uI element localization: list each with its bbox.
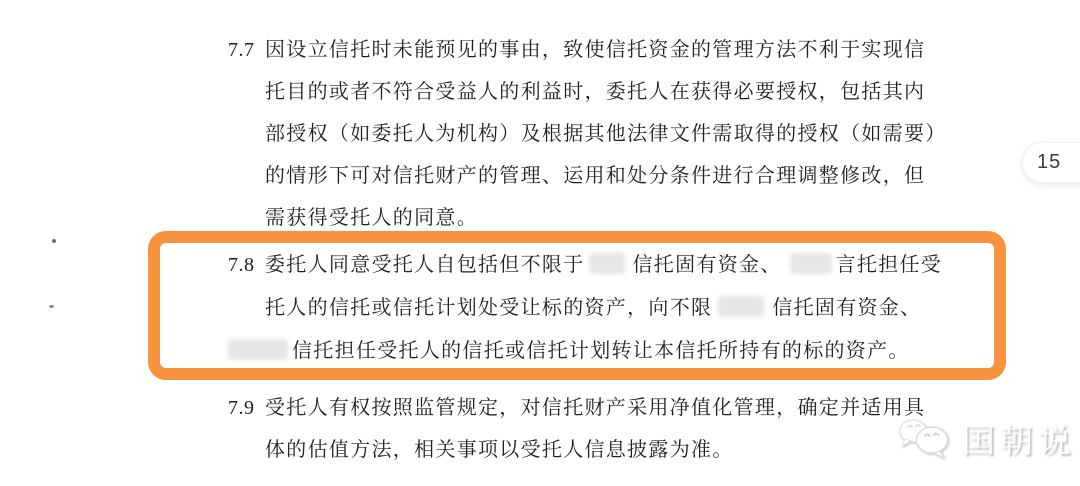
clause-7.8: [228, 252, 942, 381]
clause-line: [265, 205, 947, 247]
redaction-blur: [228, 339, 288, 360]
clause-7.7: [228, 37, 947, 247]
watermark: [896, 413, 1076, 463]
ink-speck: [52, 239, 56, 243]
ink-speck: [49, 305, 54, 308]
wechat-logo-icon: [896, 413, 956, 463]
clause-line: [265, 338, 942, 381]
clause-text: 部授权（如委托人为机构）及根据其他法律文件需取得的授权（如需要）: [265, 123, 947, 145]
watermark-text: 国朝说: [962, 421, 1076, 459]
clause-line: [265, 395, 925, 437]
clause-text: 信托固有资金、: [772, 297, 922, 319]
redaction-blur: [589, 253, 625, 274]
clause-text: 言托担任受: [835, 254, 943, 276]
clause-text: 信托担任受托人的信托或信托计划转让本信托所持有的标的资产。: [292, 340, 910, 362]
clause-text: 委托人同意受托人自包括但不限于: [265, 254, 585, 276]
clause-7.9: [228, 395, 925, 479]
clause-text: 因设立信托时未能预见的事由，致使信托资金的管理方法不利于实现信: [265, 39, 926, 61]
page-number: 15: [1037, 151, 1062, 173]
clause-number: 7.8: [228, 254, 255, 276]
clause-text: 体的估值方法，相关事项以受托人信息披露为准。: [265, 439, 734, 461]
clause-text: 托目的或者不符合受益人的利益时，委托人在获得必要授权，包括其内: [265, 81, 926, 103]
clause-number: 7.7: [228, 39, 255, 61]
clause-text: 受托人有权按照监管规定，对信托财产采用净值化管理，确定并适用具: [265, 397, 926, 419]
clause-line: [265, 121, 947, 163]
redaction-blur: [718, 296, 764, 317]
redaction-blur: [790, 253, 832, 274]
clause-line: [265, 295, 942, 338]
page-number-badge: [1022, 142, 1080, 183]
clause-line: [265, 37, 947, 79]
clause-line: [265, 163, 947, 205]
clause-line: [265, 437, 925, 479]
clause-text: 需获得受托人的同意。: [265, 207, 478, 229]
clause-text: 托人的信托或信托计划处受让标的资产，向不限: [265, 297, 713, 319]
clause-line: [265, 79, 947, 121]
clause-text: 的情形下可对信托财产的管理、运用和处分条件进行合理调整修改，但: [265, 165, 926, 187]
clause-line: [265, 252, 942, 295]
clause-number: 7.9: [228, 397, 255, 419]
clause-text: 信托固有资金、: [632, 254, 782, 276]
